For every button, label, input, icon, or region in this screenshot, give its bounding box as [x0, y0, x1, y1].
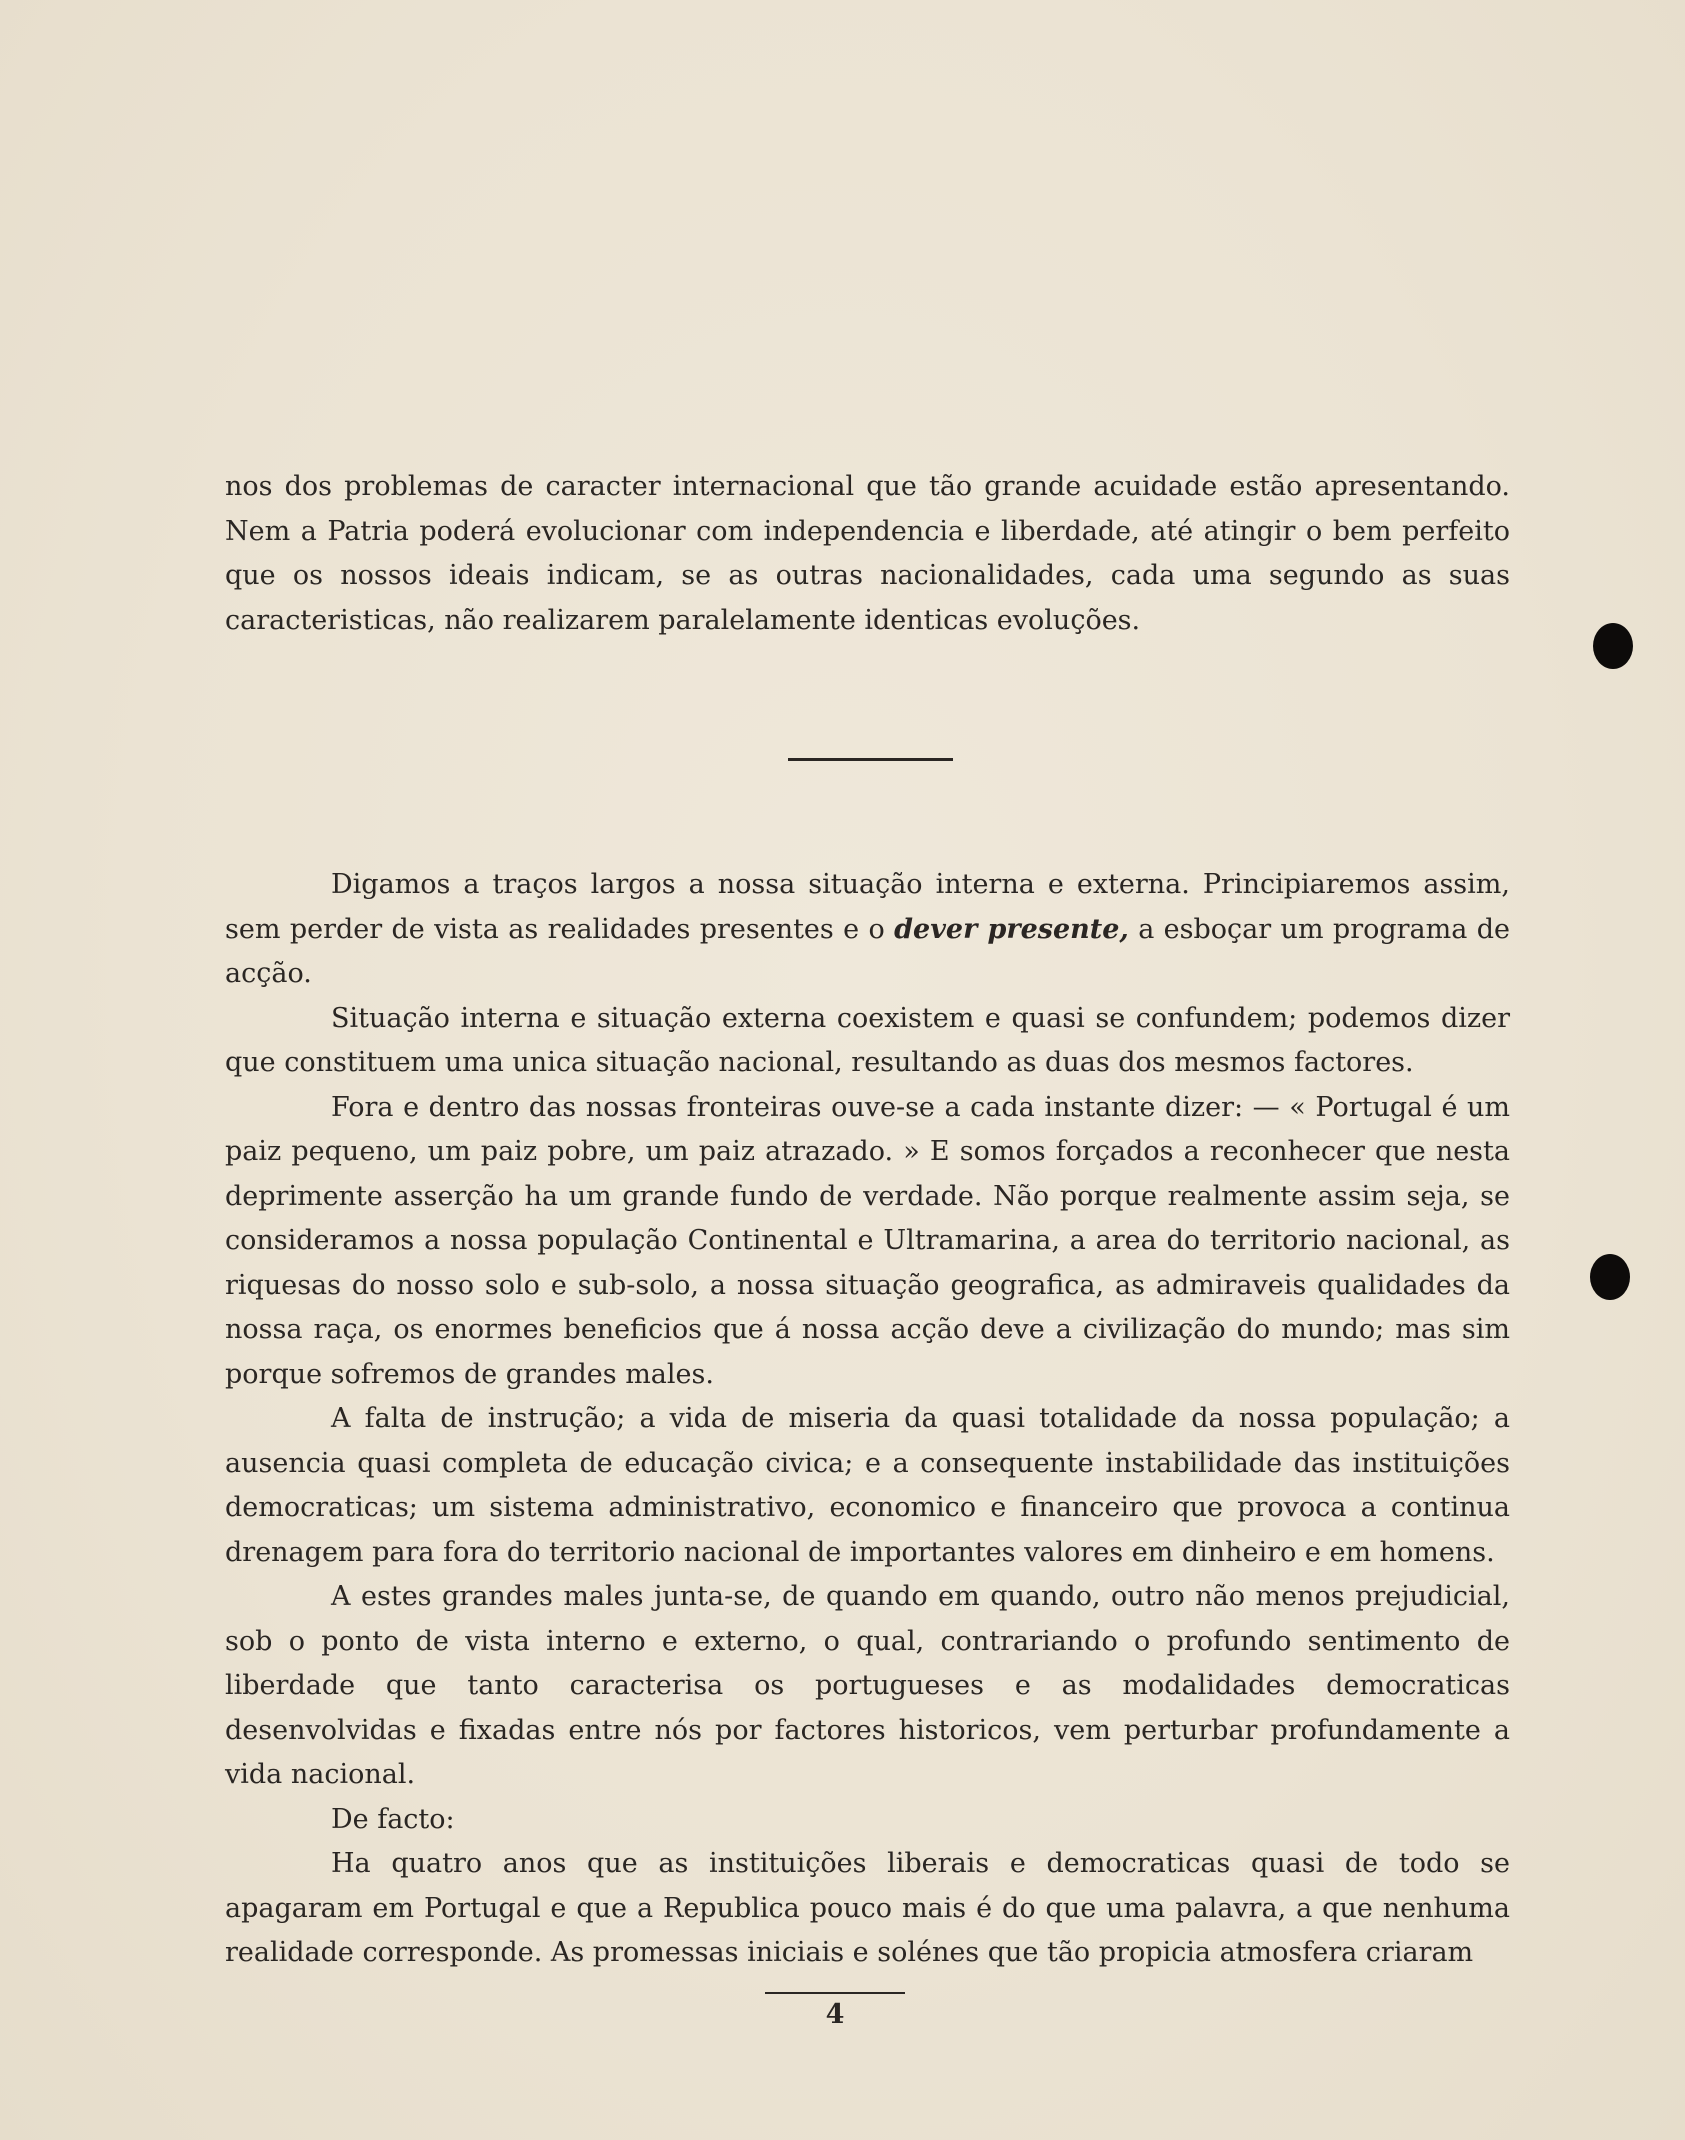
- page-number: 4: [825, 1999, 845, 2030]
- emphasized-text: dever presente,: [894, 913, 1129, 945]
- paragraph-text: a esboçar um programa de acção.: [225, 913, 1510, 989]
- paragraph-four-years: Ha quatro anos que as instituições liberais e democraticas quasi de todo se apagaram em Portugal e que a Republica pouco mais é do que uma palavra, a que nenhuma realidade corresponde. As promessas iniciais e solénes que tão propicia atmosfera criaram: [225, 1848, 1510, 1968]
- top-paragraph-block: [225, 465, 1510, 643]
- punch-hole: [1593, 623, 1633, 669]
- main-text-block: [225, 863, 1510, 1976]
- footer-divider: [765, 1992, 905, 1994]
- paragraph-internal-external: Situação interna e situação externa coexistem e quasi se confundem; podemos dizer que constituem uma unica situação nacional, resultando as duas dos mesmos factores.: [225, 1002, 1510, 1078]
- paragraph-great-evils: A estes grandes males junta-se, de quando em quando, outro não menos prejudicial, sob o ponto de vista interno e externo, o qual, contrariando o profundo sentimento de liberdade que tanto caracterisa os portugueses e as modalidades democraticas desenvolvidas e fixadas entre nós por factores historicos, vem perturbar profundamente a vida nacional.: [225, 1581, 1510, 1790]
- punch-hole: [1590, 1254, 1630, 1300]
- paragraph-situation-intro: [225, 863, 1510, 997]
- paragraph-text: Digamos a traços largos a nossa situação interna e externa. Principiaremos assim, sem perder de vista as realidades presentes e o: [225, 869, 1510, 945]
- paragraph-continuation: nos dos problemas de caracter internacional que tão grande acuidade estão apresentando. Nem a Patria poderá evolucionar com independencia e liberdade, até atingir o bem perfeito que os nossos ideais indicam, se as outras nacionalidades, cada uma segundo as suas caracteristicas, não realizarem paralelamente identicas evoluções.: [225, 471, 1510, 636]
- paragraph-in-fact: De facto:: [331, 1803, 455, 1835]
- paragraph-portugal-small: Fora e dentro das nossas fronteiras ouve-se a cada instante dizer: — « Portugal é um paiz pequeno, um paiz pobre, um paiz atrazado. » E somos forçados a reconhecer que nesta deprimente asserção ha um grande fundo de verdade. Não porque realmente assim seja, se consideramos a nossa população Continental e Ultramarina, a area do territorio nacional, as riquesas do nosso solo e sub-solo, a nossa situação geografica, as admiraveis qualidades da nossa raça, os enormes beneficios que á nossa acção deve a civilização do mundo; mas sim porque sofremos de grandes males.: [225, 1091, 1510, 1390]
- section-divider: [788, 758, 953, 761]
- paragraph-lack-of-instruction: A falta de instrução; a vida de miseria da quasi totalidade da nossa população; a ausencia quasi completa de educação civica; e a consequente instabilidade das instituições democraticas; um sistema administrativo, economico e financeiro que provoca a continua drenagem para fora do territorio nacional de importantes valores em dinheiro e em homens.: [225, 1403, 1510, 1568]
